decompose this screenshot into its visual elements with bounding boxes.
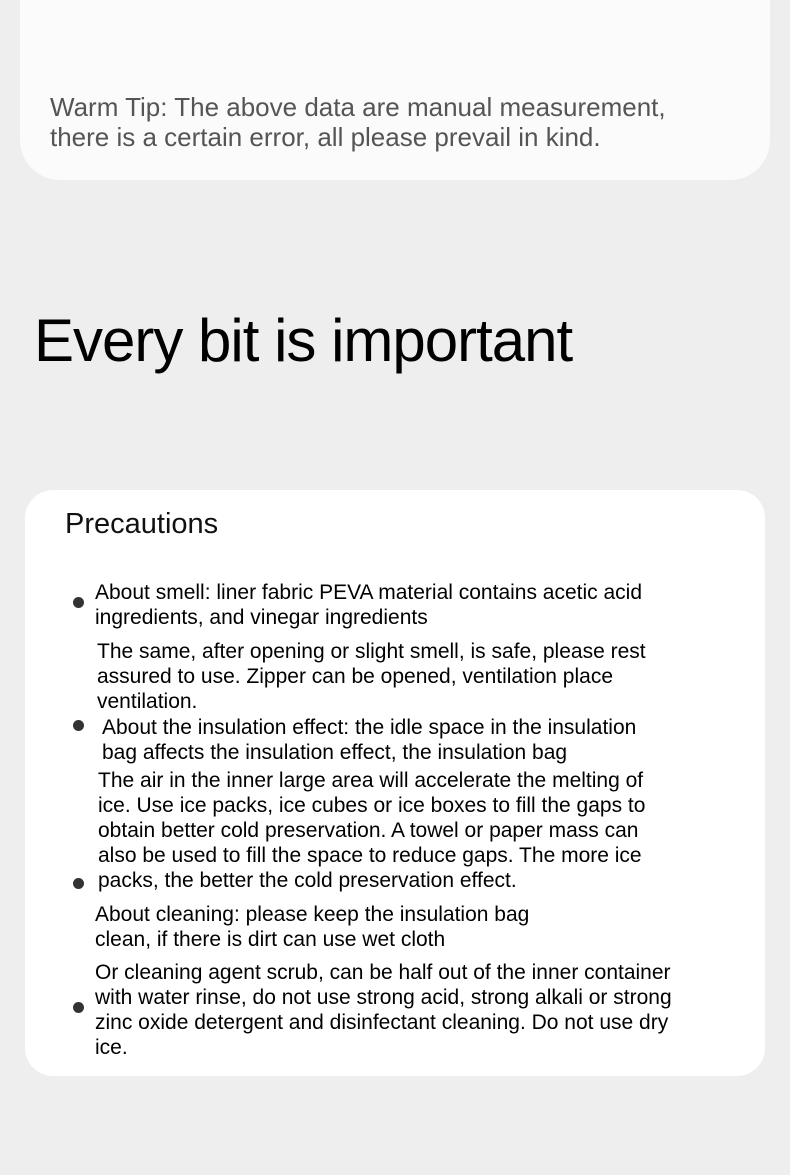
cleaning-heading: About cleaning: please keep the insulation bag (95, 903, 530, 926)
warm-tip-line: Warm Tip: The above data are manual measurement, (50, 92, 666, 122)
cleaning-body: with water rinse, do not use strong acid, strong alkali or strong (95, 986, 672, 1009)
insulation-heading: About the insulation effect: the idle space in the insulation (102, 716, 637, 739)
bullet-icon (73, 720, 84, 731)
insulation-heading: bag affects the insulation effect, the insulation bag (102, 741, 568, 764)
insulation-body: obtain better cold preservation. A towel or paper mass can (98, 819, 639, 842)
cleaning-body: Or cleaning agent scrub, can be half out of the inner container (95, 961, 671, 984)
insulation-body: The air in the inner large area will accelerate the melting of (98, 769, 644, 792)
smell-body: ventilation. (97, 690, 198, 713)
precautions-card (25, 490, 765, 1076)
bullet-icon (73, 1002, 84, 1013)
smell-heading: About smell: liner fabric PEVA material contains acetic acid (95, 581, 643, 604)
insulation-body: packs, the better the cold preservation effect. (98, 869, 517, 892)
warm-tip-text (50, 92, 740, 152)
cleaning-heading: clean, if there is dirt can use wet cloth (95, 928, 446, 951)
smell-body: The same, after opening or slight smell, is safe, please rest (97, 640, 646, 663)
cleaning-body: ice. (95, 1036, 128, 1059)
page-headline: Every bit is important (34, 307, 573, 374)
warm-tip-line: there is a certain error, all please prevail in kind. (50, 122, 601, 152)
smell-body: assured to use. Zipper can be opened, ventilation place (97, 665, 614, 688)
insulation-body: ice. Use ice packs, ice cubes or ice boxes to fill the gaps to (98, 794, 646, 817)
smell-heading: ingredients, and vinegar ingredients (95, 606, 428, 629)
cleaning-body: zinc oxide detergent and disinfectant cleaning. Do not use dry (95, 1011, 669, 1034)
precautions-title: Precautions (65, 508, 219, 540)
insulation-body: also be used to fill the space to reduce gaps. The more ice (98, 844, 642, 867)
bullet-icon (73, 597, 84, 608)
warm-tip-card (20, 0, 770, 180)
bullet-icon (73, 878, 84, 889)
